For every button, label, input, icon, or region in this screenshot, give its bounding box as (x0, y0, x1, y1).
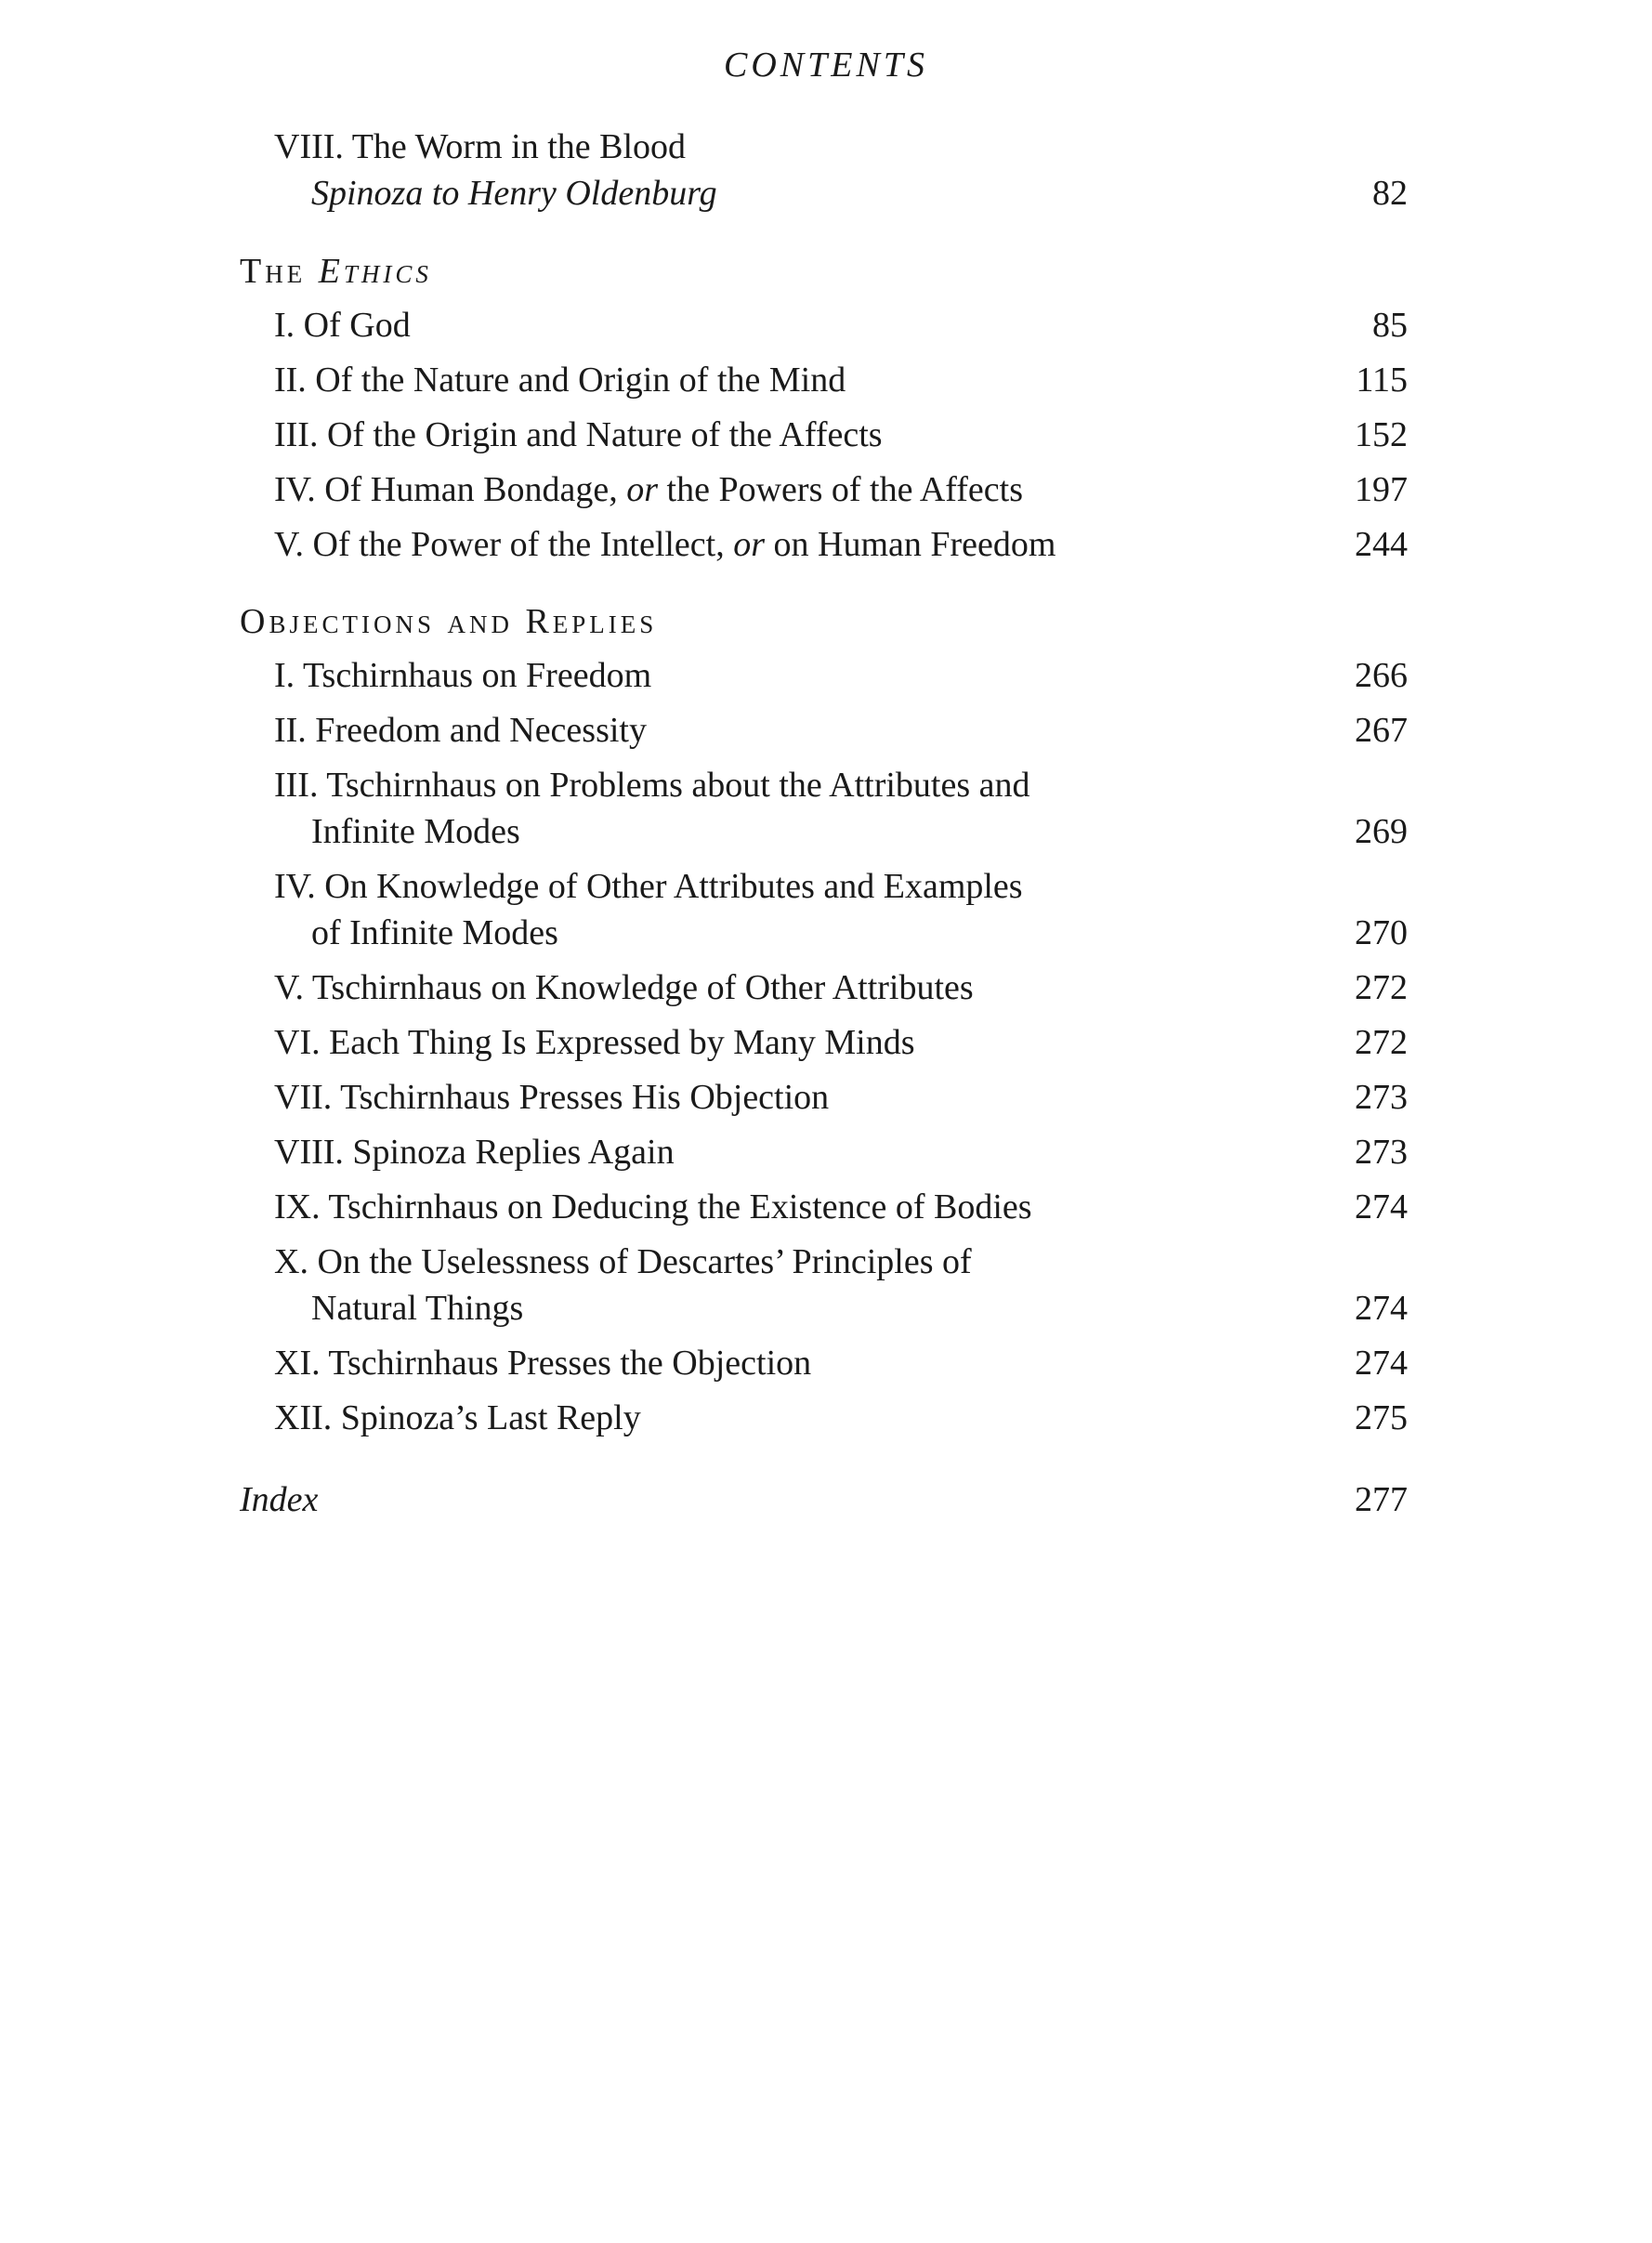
toc-entry-title-continued: Natural Things (311, 1289, 524, 1328)
toc-entry-title (274, 521, 1203, 568)
toc-entry-page: 115 (1356, 361, 1408, 400)
toc-entry-title-continued: of Infinite Modes (311, 913, 558, 952)
toc-entry-worm-in-the-blood[interactable] (274, 124, 1408, 216)
toc-entry-objections-5[interactable] (274, 964, 1408, 1011)
toc-entry-title-or: or (733, 525, 766, 564)
toc-entry-ethics-4[interactable] (274, 466, 1408, 513)
toc-entry-objections-2[interactable] (274, 707, 1408, 754)
section-heading-italic: Ethics (318, 252, 432, 291)
toc-entry-objections-9[interactable] (274, 1184, 1408, 1230)
toc-entry-title: IV. On Knowledge of Other Attributes and Examples (274, 867, 1023, 906)
toc-entry-objections-3[interactable] (274, 762, 1408, 855)
toc-entry-page: 269 (1355, 812, 1408, 851)
toc-entry-page: 244 (1355, 525, 1408, 564)
toc-entry-page: 197 (1355, 470, 1408, 509)
toc-entry-page: 273 (1355, 1133, 1408, 1172)
toc-entry-title: VI. Each Thing Is Expressed by Many Minds (274, 1023, 915, 1062)
toc-entry-page: 277 (1355, 1480, 1408, 1519)
toc-entry-title (274, 466, 1203, 513)
toc-entry-page: 266 (1355, 656, 1408, 695)
running-head: CONTENTS (724, 46, 928, 85)
toc-entry-title: II. Freedom and Necessity (274, 711, 647, 750)
toc-entry-title: III. Of the Origin and Nature of the Affects (274, 415, 883, 454)
toc-entry-page: 270 (1355, 913, 1408, 952)
toc-entry-page: 274 (1355, 1187, 1408, 1226)
toc-entry-ethics-2[interactable] (274, 357, 1408, 403)
toc-entry-title-part: V. Of the Power of the Intellect, (274, 525, 734, 564)
toc-entry-objections-10[interactable] (274, 1239, 1408, 1331)
toc-entry-title: I. Tschirnhaus on Freedom (274, 656, 652, 695)
toc-entry-objections-6[interactable] (274, 1019, 1408, 1066)
toc-entry-page: 82 (1372, 174, 1408, 213)
toc-entry-page: 275 (1355, 1398, 1408, 1437)
toc-entry-title: Index (240, 1480, 319, 1519)
toc-entry-title: V. Tschirnhaus on Knowledge of Other Attributes (274, 968, 974, 1007)
toc-entry-title: XI. Tschirnhaus Presses the Objection (274, 1344, 812, 1383)
toc-entry-objections-11[interactable] (274, 1340, 1408, 1386)
section-heading-objections: Objections and Replies (240, 602, 658, 641)
toc-entry-ethics-1[interactable] (274, 302, 1408, 348)
toc-entry-page: 272 (1355, 968, 1408, 1007)
toc-entry-ethics-3[interactable] (274, 412, 1408, 458)
section-heading-prefix: The (240, 252, 319, 291)
toc-entry-page: 267 (1355, 711, 1408, 750)
toc-entry-title: VII. Tschirnhaus Presses His Objection (274, 1078, 830, 1117)
toc-entry-page: 274 (1355, 1289, 1408, 1328)
toc-entry-title-part: IV. Of Human Bondage, (274, 470, 627, 509)
toc-entry-ethics-5[interactable] (274, 521, 1408, 568)
toc-entry-objections-8[interactable] (274, 1129, 1408, 1175)
section-heading-ethics (240, 248, 432, 295)
toc-entry-title-or: or (626, 470, 659, 509)
toc-entry-title: X. On the Uselessness of Descartes’ Principles of (274, 1242, 972, 1281)
toc-entry-title: VIII. Spinoza Replies Again (274, 1133, 675, 1172)
toc-entry-page: 152 (1355, 415, 1408, 454)
toc-entry-title-continued: Infinite Modes (311, 812, 520, 851)
toc-entry-page: 273 (1355, 1078, 1408, 1117)
toc-entry-objections-1[interactable] (274, 652, 1408, 699)
toc-entry-objections-12[interactable] (274, 1395, 1408, 1441)
toc-entry-page: 274 (1355, 1344, 1408, 1383)
toc-entry-title: XII. Spinoza’s Last Reply (274, 1398, 641, 1437)
toc-entry-title: II. Of the Nature and Origin of the Mind (274, 361, 846, 400)
toc-entry-objections-7[interactable] (274, 1074, 1408, 1121)
toc-entry-title-part: the Powers of the Affects (658, 470, 1023, 509)
toc-entry-objections-4[interactable] (274, 863, 1408, 956)
toc-entry-subtitle: Spinoza to Henry Oldenburg (311, 174, 717, 213)
toc-entry-page: 85 (1372, 306, 1408, 345)
toc-entry-title: III. Tschirnhaus on Problems about the Attributes and (274, 766, 1030, 805)
toc-entry-title-part: on Human Freedom (765, 525, 1056, 564)
toc-entry-title: I. Of God (274, 306, 411, 345)
toc-entry-title: VIII. The Worm in the Blood (274, 127, 687, 166)
toc-entry-title: IX. Tschirnhaus on Deducing the Existence of Bodies (274, 1187, 1032, 1226)
toc-entry-index[interactable] (240, 1476, 1408, 1523)
toc-entry-page: 272 (1355, 1023, 1408, 1062)
